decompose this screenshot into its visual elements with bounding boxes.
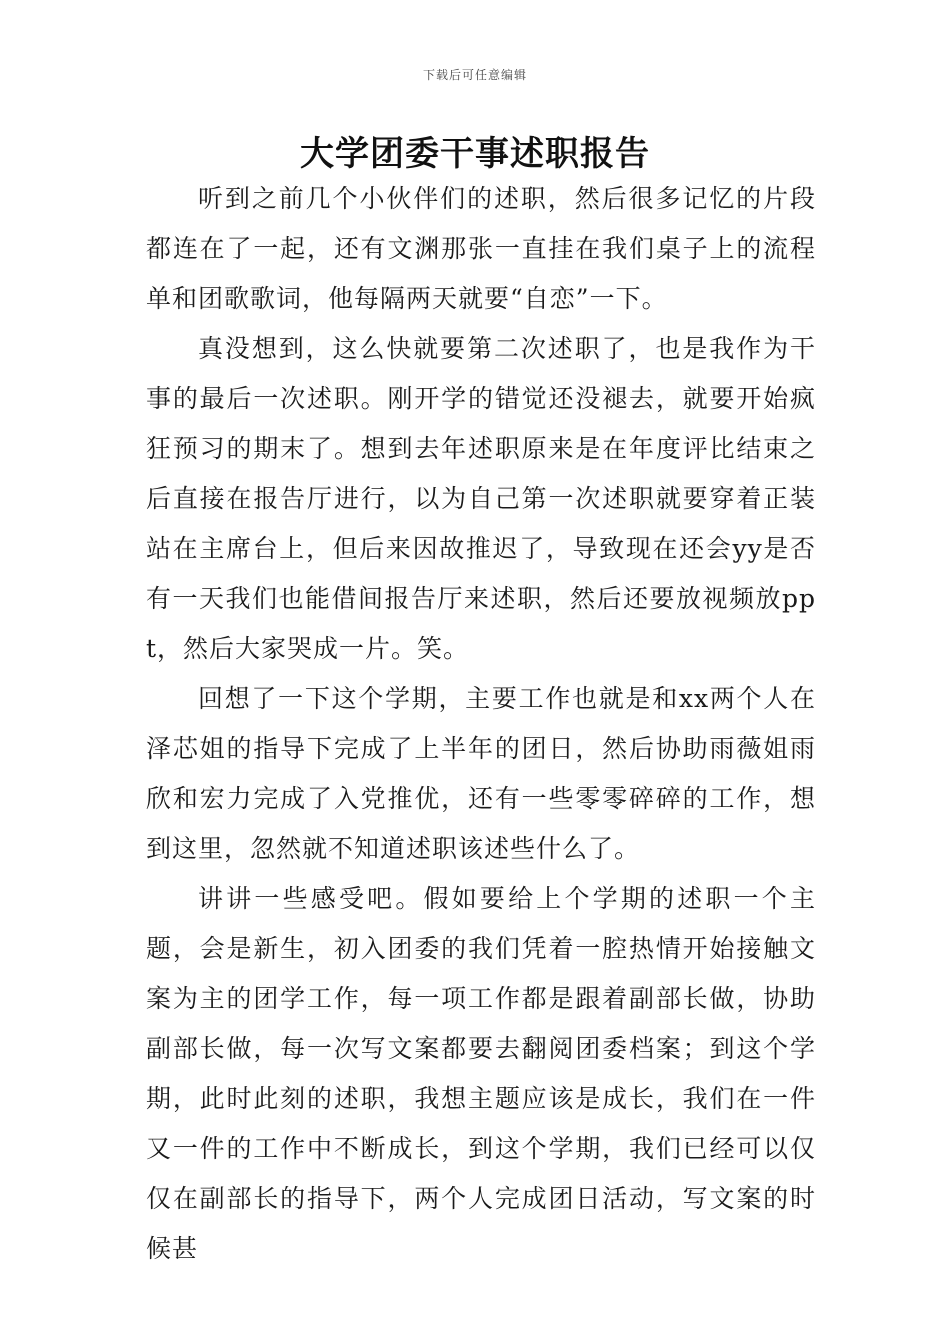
paragraph-4: 讲讲一些感受吧。假如要给上个学期的述职一个主题，会是新生，初入团委的我们凭着一腔热情开始接触文案为主的团学工作，每一项工作都是跟着副部长做，协助副部长做，每一次写文案都要去翻阅团委档案；到这个学期，此时此刻的述职，我想主题应该是成长，我们在一件又一件的工作中不断成长，到这个学期，我们已经可以仅仅在副部长的指导下，两个人完成团日活动，写文案的时候甚 <box>146 884 816 1263</box>
document-title: 大学团委干事述职报告 <box>300 134 650 174</box>
header-note: 下载后可任意编辑 <box>422 68 527 82</box>
paragraph-2: 真没想到，这么快就要第二次述职了，也是我作为干事的最后一次述职。刚开学的错觉还没褪去，就要开始疯狂预习的期末了。想到去年述职原来是在年度评比结束之后直接在报告厅进行，以为自己第一次述职就要穿着正装站在主席台上，但后来因故推迟了，导致现在还会yy是否有一天我们也能借间报告厅来述职，然后还要放视频放ppt，然后大家哭成一片。笑。 <box>146 334 816 663</box>
paragraph-1: 听到之前几个小伙伴们的述职，然后很多记忆的片段都连在了一起，还有文渊那张一直挂在我们桌子上的流程单和团歌歌词，他每隔两天就要“自恋”一下。 <box>146 184 816 313</box>
document-body <box>146 174 816 1274</box>
paragraph-3: 回想了一下这个学期，主要工作也就是和xx两个人在泽芯姐的指导下完成了上半年的团日，然后协助雨薇姐雨欣和宏力完成了入党推优，还有一些零零碎碎的工作，想到这里，忽然就不知道述职该述些什么了。 <box>146 684 816 863</box>
